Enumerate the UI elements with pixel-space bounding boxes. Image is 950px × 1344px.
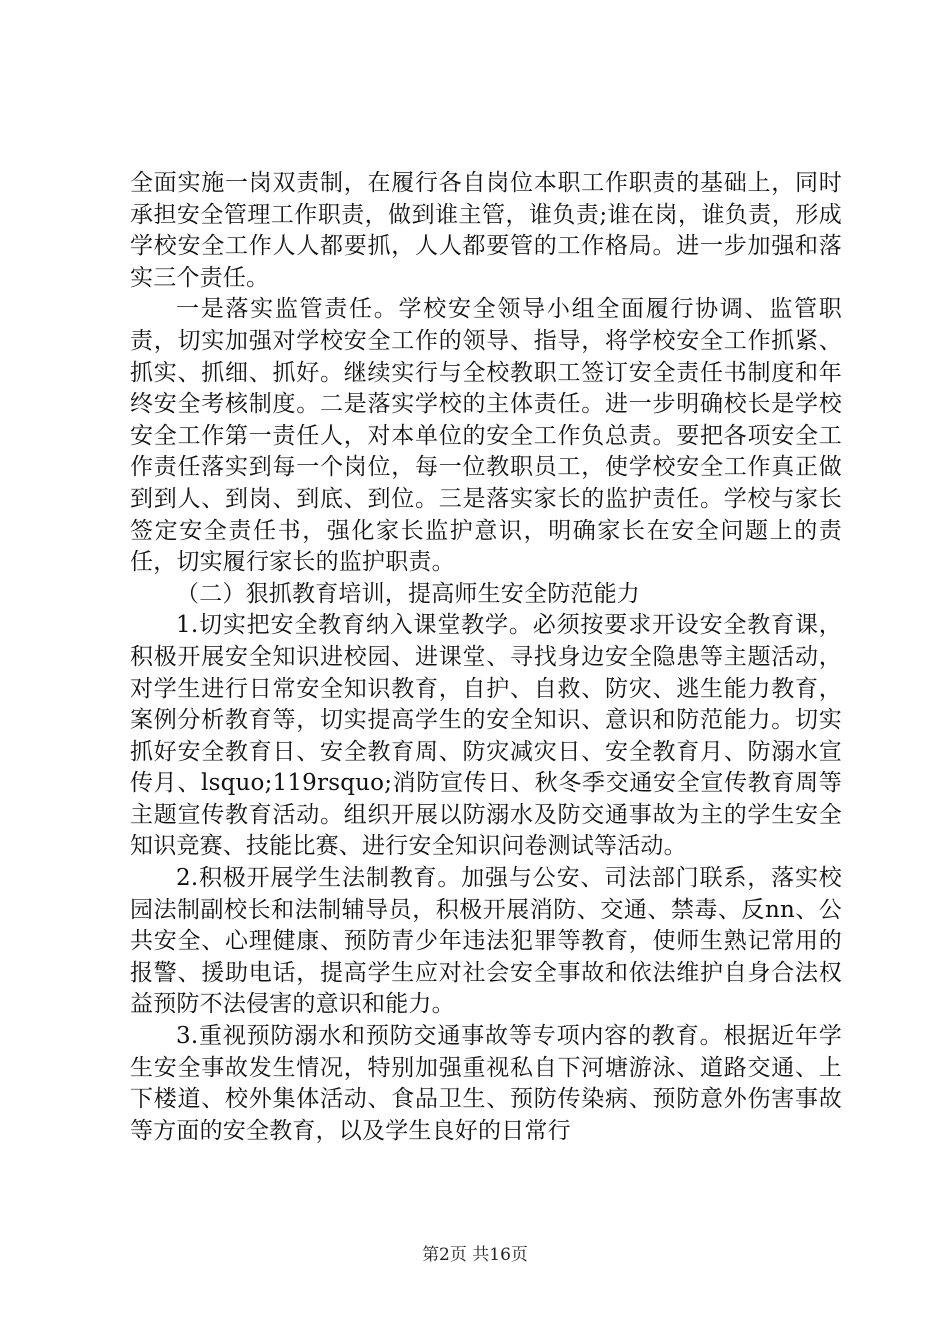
document-body <box>130 168 842 1147</box>
paragraph-responsibility-system: 全面实施一岗双责制，在履行各自岗位本职工作职责的基础上，同时承担安全管理工作职责，做到谁主管，谁负责;谁在岗，谁负责，形成学校安全工作人人都要抓，人人都要管的工作格局。进一步加强和落实三个责任。 <box>130 170 842 291</box>
paragraph-classroom-safety-education: 1.切实把安全教育纳入课堂教学。必须按要求开设安全教育课，积极开展安全知识进校园、进课堂、寻找身边安全隐患等主题活动，对学生进行日常安全知识教育，自护、自救、防灾、逃生能力教育，案例分析教育等，切实提高学生的安全知识、意识和防范能力。切实抓好安全教育日、安全教育周、防灾减灾日、安全教育月、防溺水宣传月、lsquo;119rsquo;消防宣传日、秋冬季交通安全宣传教育周等主题宣传教育活动。组织开展以防溺水及防交通事故为主的学生安全知识竞赛、技能比赛、进行安全知识问卷测试等活动。 <box>130 612 842 860</box>
paragraph-legal-education: 2.积极开展学生法制教育。加强与公安、司法部门联系，落实校园法制副校长和法制辅导员，积极开展消防、交通、禁毒、反nn、公共安全、心理健康、预防青少年违法犯罪等教育，使师生熟记常用的报警、援助电话，提高学生应对社会安全事故和依法维护自身合法权益预防不法侵害的意识和能力。 <box>130 865 842 1018</box>
paragraph-drowning-traffic-prevention: 3.重视预防溺水和预防交通事故等专项内容的教育。根据近年学生安全事故发生情况，特别加强重视私自下河塘游泳、道路交通、上下楼道、校外集体活动、食品卫生、预防传染病、预防意外伤害事故等方面的安全教育，以及学生良好的日常行 <box>130 1023 842 1144</box>
section-heading-education-training: （二）狠抓教育培训，提高师生安全防范能力 <box>176 580 640 607</box>
page-number-footer: 第2页 共16页 <box>422 1245 528 1265</box>
paragraph-three-responsibilities: 一是落实监管责任。学校安全领导小组全面履行协调、监管职责，切实加强对学校安全工作的领导、指导，将学校安全工作抓紧、抓实、抓细、抓好。继续实行与全校教职工签订安全责任书制度和年终安全考核制度。二是落实学校的主体责任。进一步明确校长是学校安全工作第一责任人，对本单位的安全工作负总责。要把各项安全工作责任落实到每一个岗位，每一位教职员工，使学校安全工作真正做到到人、到岗、到底、到位。三是落实家长的监护责任。学校与家长签定安全责任书，强化家长监护意识，明确家长在安全问题上的责任，切实履行家长的监护职责。 <box>130 296 842 576</box>
